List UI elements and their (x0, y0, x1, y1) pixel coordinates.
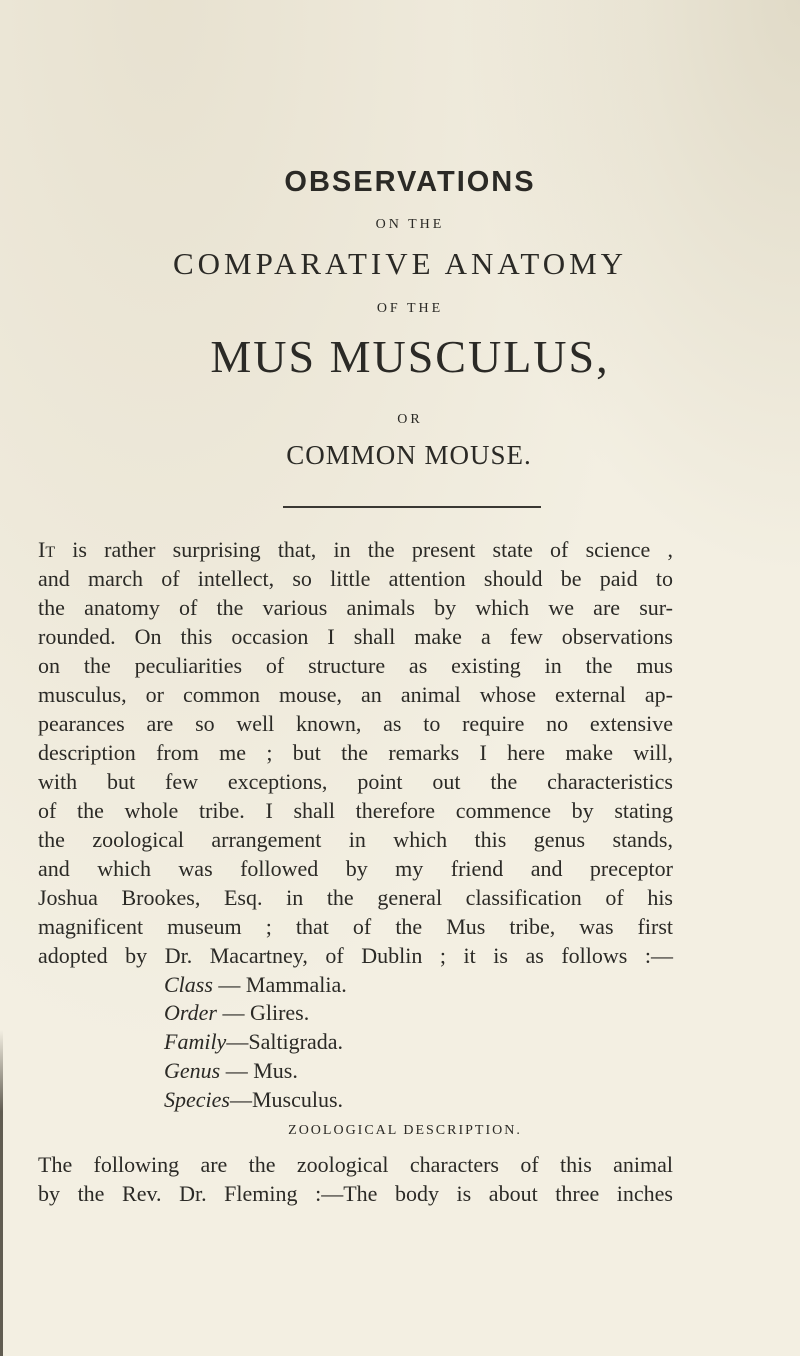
paragraph1-line-8: with but few exceptions, point out the characteristics (38, 769, 673, 794)
classification-order (164, 1000, 309, 1026)
classification-species (164, 1087, 343, 1113)
small-caps-rest: T (45, 544, 56, 561)
rank-value: Glires. (249, 1000, 310, 1025)
rank-value: Saltigrada. (248, 1029, 344, 1054)
rank-separator: — (216, 1000, 250, 1025)
paragraph2-line-0: The following are the zoological characters of this animal (38, 1152, 673, 1177)
rank-separator: — (212, 972, 246, 997)
title-comparative-anatomy: COMPARATIVE ANATOMY (172, 246, 628, 281)
paragraph1-line-3: rounded. On this occasion I shall make a few observations (38, 624, 673, 649)
classification-genus (164, 1058, 298, 1084)
rank-separator: — (229, 1087, 252, 1112)
title-on-the: ON THE (375, 217, 445, 232)
rank-value: Musculus. (251, 1087, 344, 1112)
title-common-mouse: COMMON MOUSE. (286, 440, 532, 470)
title-or: OR (397, 412, 423, 427)
rank-separator: — (220, 1058, 254, 1083)
paragraph1-line-4: on the peculiarities of structure as existing in the mus (38, 653, 673, 678)
paragraph1-line-9: of the whole tribe. I shall therefore commence by stating (38, 798, 673, 823)
title-divider-rule (283, 506, 541, 508)
paragraph1-line-0-text: is rather surprising that, in the present state of science , (55, 537, 673, 562)
paragraph1-line-5: musculus, or common mouse, an animal whose external ap- (38, 682, 673, 707)
rank-label: Family (164, 1029, 227, 1054)
rank-value: Mammalia. (245, 972, 347, 997)
paragraph2-line-1: by the Rev. Dr. Fleming :—The body is about three inches (38, 1181, 673, 1206)
zoological-description-heading: ZOOLOGICAL DESCRIPTION. (288, 1123, 522, 1138)
rank-separator: — (226, 1029, 249, 1054)
rank-label: Genus (164, 1058, 221, 1083)
paragraph1-line-11: and which was followed by my friend and preceptor (38, 856, 673, 881)
paragraph1-line-13: magnificent museum ; that of the Mus tribe, was first (38, 914, 673, 939)
rank-label: Species (164, 1087, 230, 1112)
title-mus-musculus: MUS MUSCULUS, (210, 331, 610, 382)
paragraph1-line-6: pearances are so well known, as to require no extensive (38, 711, 673, 736)
paragraph1-line-12: Joshua Brookes, Esq. in the general classification of his (38, 885, 673, 910)
paragraph1-line-0 (38, 537, 673, 566)
paragraph1-line-10: the zoological arrangement in which this genus stands, (38, 827, 673, 852)
paragraph1-line-14: adopted by Dr. Macartney, of Dublin ; it is as follows :— (38, 943, 673, 968)
title-of-the: OF THE (376, 301, 444, 316)
paragraph1-line-7: description from me ; but the remarks I here make will, (38, 740, 673, 765)
initial-capital: I (38, 537, 46, 562)
classification-class (164, 972, 347, 998)
paragraph1-line-2: the anatomy of the various animals by which we are sur- (38, 595, 673, 620)
rank-value: Mus. (253, 1058, 298, 1083)
rank-label: Order (164, 1000, 217, 1025)
paragraph1-line-1: and march of intellect, so little attention should be paid to (38, 566, 673, 591)
rank-label: Class (164, 972, 213, 997)
classification-family (164, 1029, 343, 1055)
title-observations: OBSERVATIONS (284, 166, 536, 198)
page-edge-shadow (0, 1030, 3, 1356)
